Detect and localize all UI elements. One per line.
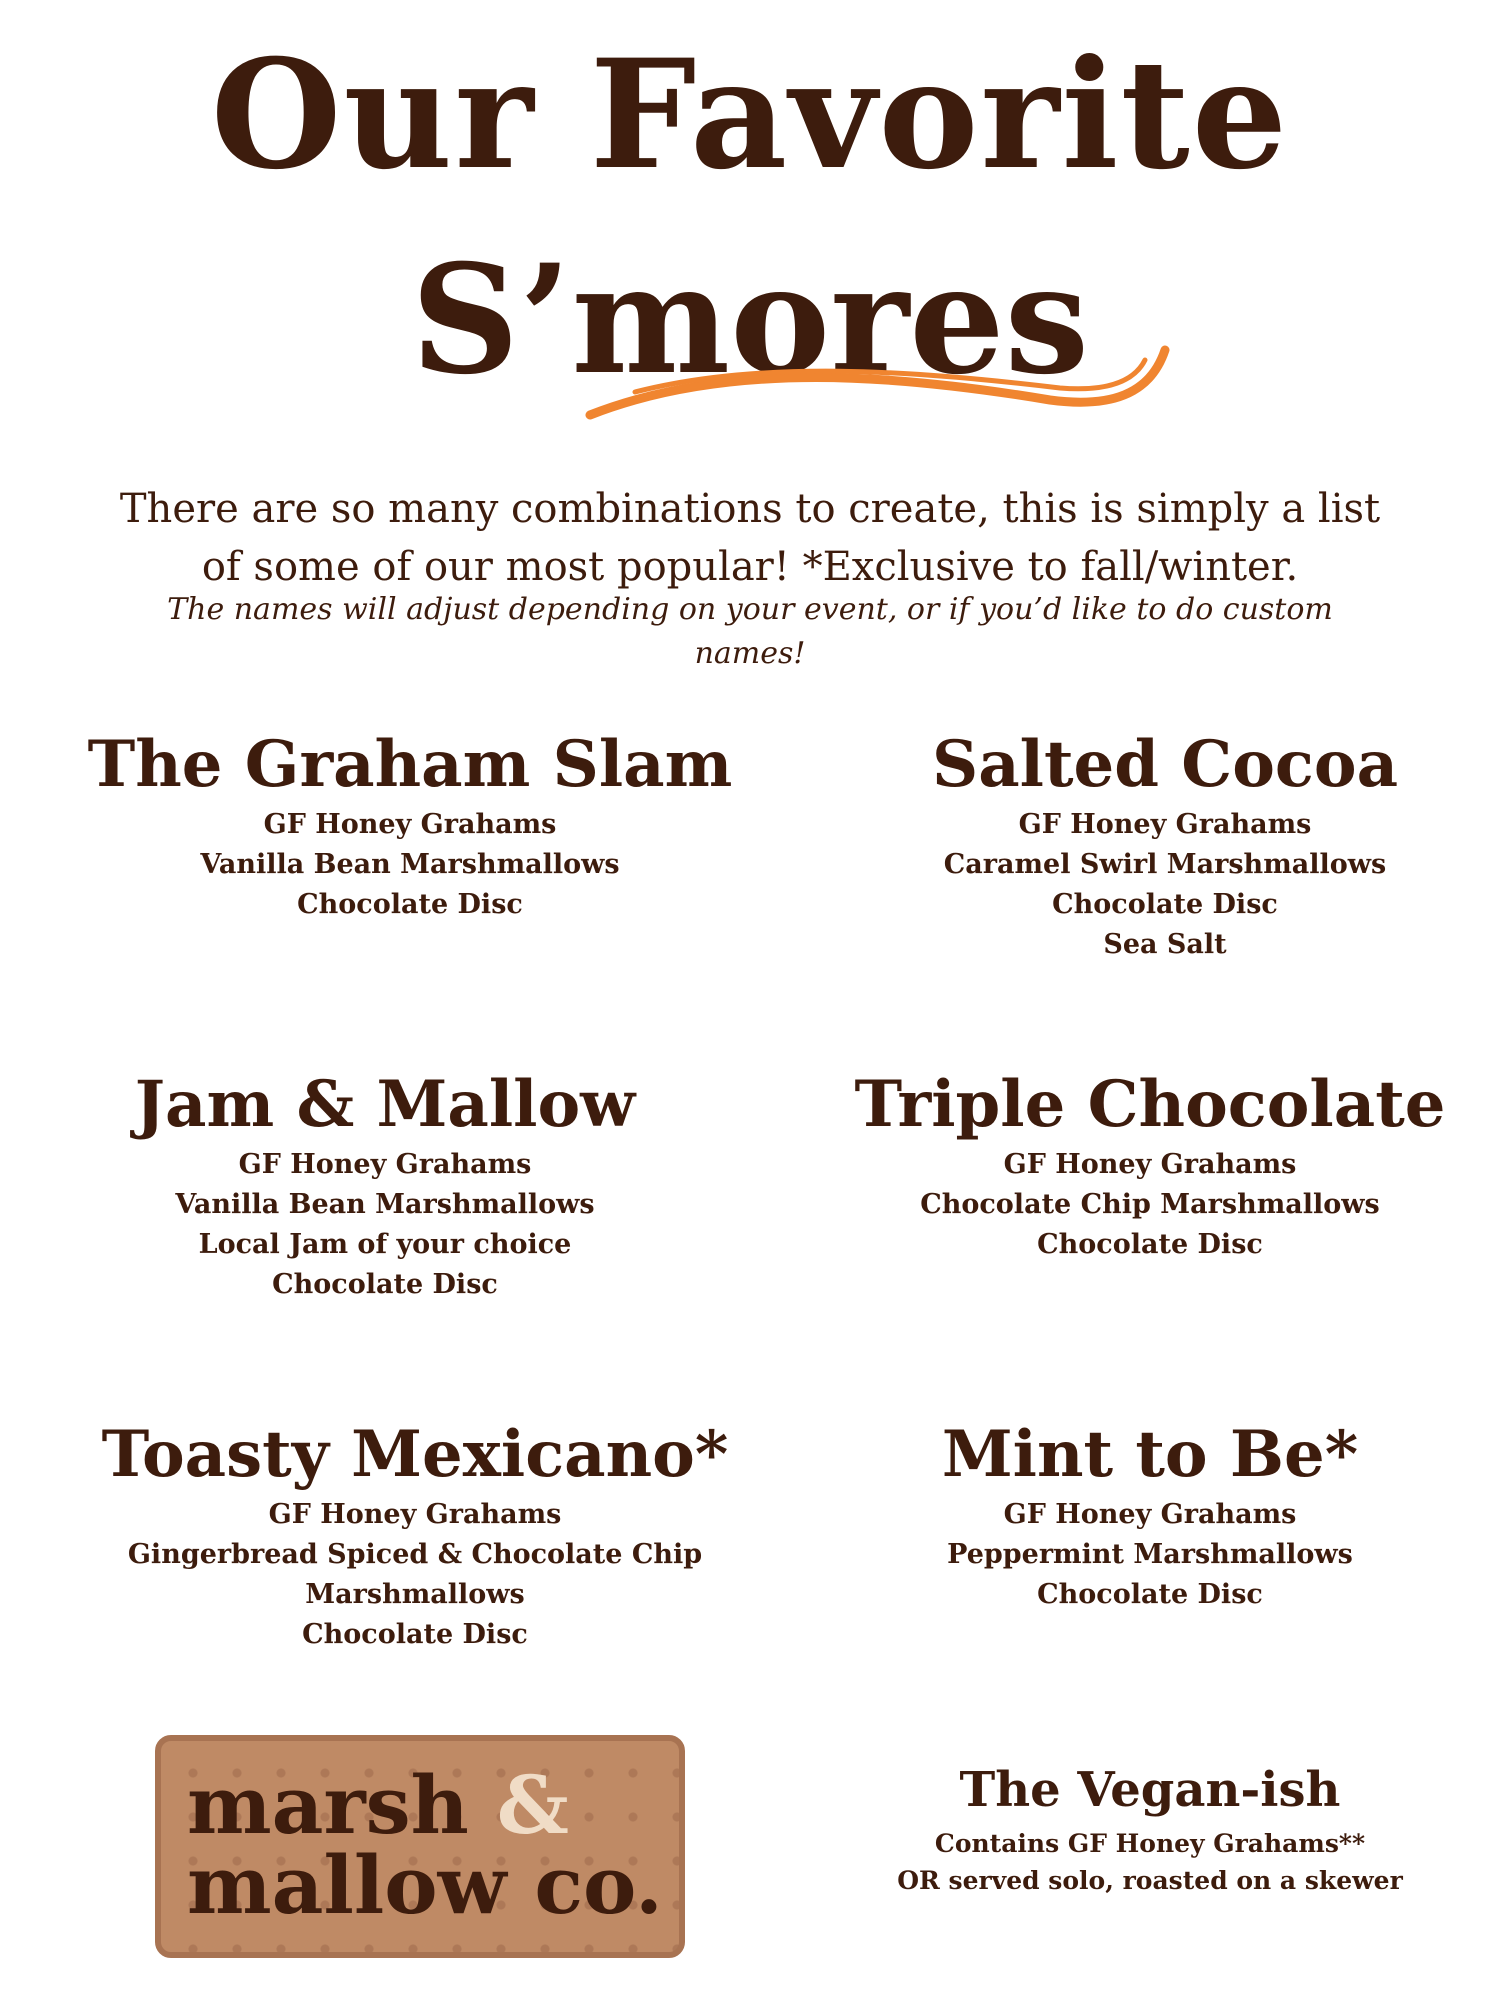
ingredient-list [870,1825,1430,1899]
orange-swoosh-decoration [580,340,1180,420]
ingredient: Sea Salt [1103,929,1227,960]
ingredient: Chocolate Chip Marshmallows [920,1189,1380,1220]
ingredient: GF Honey Grahams [1003,1499,1297,1530]
recipe-title: The Vegan-ish [959,1762,1341,1818]
ingredient: GF Honey Grahams [1018,809,1312,840]
marsh-and-mallow-logo [155,1735,685,1958]
ingredient-list [800,1145,1500,1265]
recipe-title: The Graham Slam [87,727,733,802]
recipe-triple-chocolate [800,1065,1500,1265]
ingredient-list [35,1145,735,1305]
logo-line-2: mallow co. [187,1838,663,1932]
ingredient: Caramel Swirl Marshmallows [943,849,1387,880]
ingredient-list [65,1495,765,1655]
recipe-title: Salted Cocoa [931,727,1399,802]
ingredient: Contains GF Honey Grahams** [934,1829,1366,1858]
ingredient-list [815,805,1500,965]
recipe-graham-slam [60,725,760,925]
page-title-line-1: Our Favorite [210,27,1290,203]
ingredient: GF Honey Grahams [268,1499,562,1530]
logo-line-1 [187,1758,569,1852]
recipe-title: Triple Chocolate [854,1067,1446,1142]
ingredient-list [800,1495,1500,1615]
intro-note: The names will adjust depending on your event, or if you’d like to do custom names! [167,592,1333,671]
ingredient: OR served solo, roasted on a skewer [897,1866,1403,1895]
ingredient: Chocolate Disc [272,1269,498,1300]
ingredient: Gingerbread Spiced & Chocolate Chip Marshmallows [127,1539,703,1610]
ingredient: GF Honey Grahams [238,1149,532,1180]
recipe-title: Jam & Mallow [134,1067,636,1142]
recipe-salted-cocoa [815,725,1500,965]
ingredient: Chocolate Disc [297,889,523,920]
intro-text: There are so many combinations to create, this is simply a list of some of our most popular! *Exclusive to fall/winter. [119,486,1381,590]
ingredient: Chocolate Disc [1037,1229,1263,1260]
ingredient: Chocolate Disc [1052,889,1278,920]
recipe-title: Mint to Be* [941,1417,1359,1492]
ingredient: Vanilla Bean Marshmallows [175,1189,595,1220]
ingredient: Chocolate Disc [302,1619,528,1650]
recipe-mint-to-be [800,1415,1500,1615]
recipe-toasty-mexicano [65,1415,765,1655]
recipe-title: Toasty Mexicano* [101,1417,729,1492]
recipe-jam-and-mallow [35,1065,735,1305]
ingredient: Vanilla Bean Marshmallows [200,849,620,880]
recipe-vegan-ish [870,1755,1430,1899]
logo-ampersand: & [496,1758,569,1852]
ingredient: Chocolate Disc [1037,1579,1263,1610]
page-title-line-2: S’mores [410,232,1090,408]
ingredient: GF Honey Grahams [1003,1149,1297,1180]
ingredient-list [60,805,760,925]
ingredient: GF Honey Grahams [263,809,557,840]
logo-word-marsh: marsh [187,1758,469,1852]
ingredient: Peppermint Marshmallows [947,1539,1353,1570]
ingredient: Local Jam of your choice [198,1229,572,1260]
